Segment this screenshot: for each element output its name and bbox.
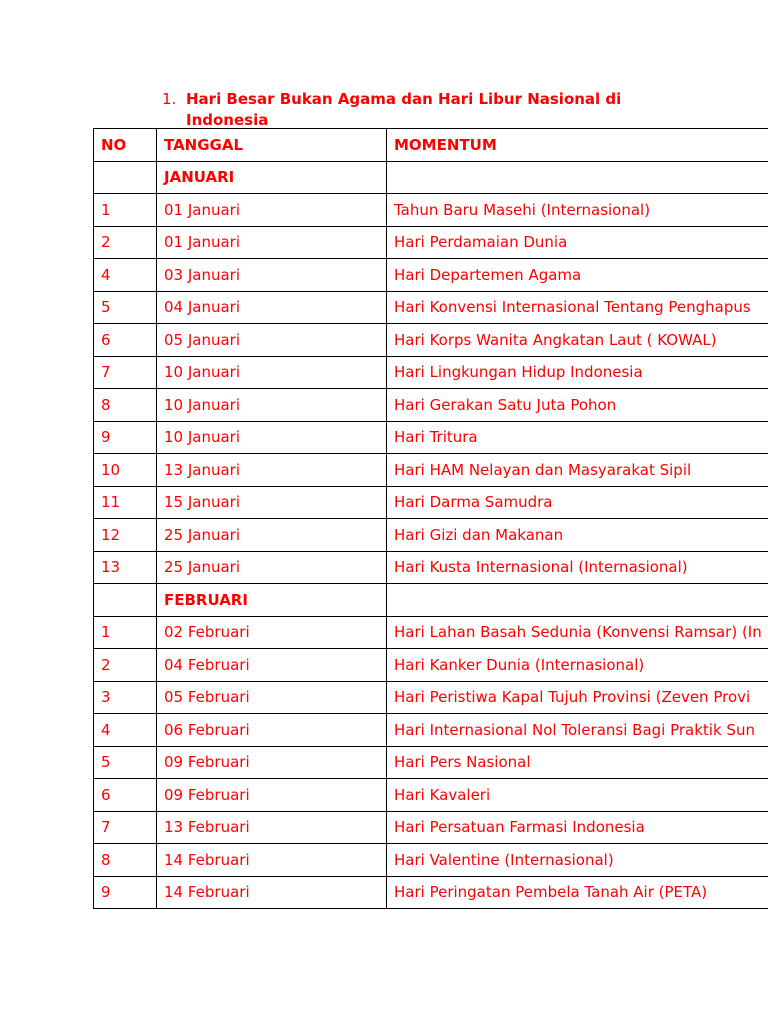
row-momentum: Hari Peringatan Pembela Tanah Air (PETA) bbox=[387, 876, 768, 909]
row-date: 05 Februari bbox=[157, 681, 387, 714]
row-number: 13 bbox=[94, 551, 157, 584]
row-date: 04 Februari bbox=[157, 649, 387, 682]
row-date: 15 Januari bbox=[157, 486, 387, 519]
row-momentum: Hari Peristiwa Kapal Tujuh Provinsi (Zeven Provi bbox=[387, 681, 768, 714]
row-momentum: Hari Valentine (Internasional) bbox=[387, 844, 768, 877]
row-momentum: Hari Persatuan Farmasi Indonesia bbox=[387, 811, 768, 844]
row-date: 01 Januari bbox=[157, 194, 387, 227]
table-row bbox=[94, 421, 768, 454]
row-momentum: Hari Gerakan Satu Juta Pohon bbox=[387, 389, 768, 422]
header-tanggal: TANGGAL bbox=[157, 129, 387, 162]
table-row bbox=[94, 454, 768, 487]
row-date: 09 Februari bbox=[157, 746, 387, 779]
table-row bbox=[94, 551, 768, 584]
table-row bbox=[94, 259, 768, 292]
row-number: 7 bbox=[94, 811, 157, 844]
table-body bbox=[94, 129, 768, 909]
row-number: 1 bbox=[94, 194, 157, 227]
row-momentum: Hari Darma Samudra bbox=[387, 486, 768, 519]
row-number: 4 bbox=[94, 714, 157, 747]
table-row bbox=[94, 714, 768, 747]
table-row bbox=[94, 681, 768, 714]
row-number: 8 bbox=[94, 389, 157, 422]
table-row bbox=[94, 389, 768, 422]
month-no-cell bbox=[94, 161, 157, 194]
header-no: NO bbox=[94, 129, 157, 162]
row-momentum: Hari Lahan Basah Sedunia (Konvensi Ramsar) (In bbox=[387, 616, 768, 649]
month-row bbox=[94, 584, 768, 617]
table-row bbox=[94, 779, 768, 812]
row-number: 12 bbox=[94, 519, 157, 552]
row-momentum: Hari Perdamaian Dunia bbox=[387, 226, 768, 259]
month-momentum-cell bbox=[387, 584, 768, 617]
table-row bbox=[94, 616, 768, 649]
row-momentum: Hari HAM Nelayan dan Masyarakat Sipil bbox=[387, 454, 768, 487]
row-momentum: Hari Departemen Agama bbox=[387, 259, 768, 292]
row-momentum: Hari Lingkungan Hidup Indonesia bbox=[387, 356, 768, 389]
row-number: 6 bbox=[94, 779, 157, 812]
table-row bbox=[94, 291, 768, 324]
row-date: 10 Januari bbox=[157, 389, 387, 422]
row-number: 5 bbox=[94, 291, 157, 324]
table-header-row bbox=[94, 129, 768, 162]
row-date: 25 Januari bbox=[157, 519, 387, 552]
row-momentum: Hari Tritura bbox=[387, 421, 768, 454]
row-number: 9 bbox=[94, 876, 157, 909]
row-momentum: Tahun Baru Masehi (Internasional) bbox=[387, 194, 768, 227]
row-date: 04 Januari bbox=[157, 291, 387, 324]
row-number: 5 bbox=[94, 746, 157, 779]
row-date: 09 Februari bbox=[157, 779, 387, 812]
header-momentum: MOMENTUM bbox=[387, 129, 768, 162]
row-date: 03 Januari bbox=[157, 259, 387, 292]
row-date: 14 Februari bbox=[157, 876, 387, 909]
row-number: 4 bbox=[94, 259, 157, 292]
row-date: 13 Februari bbox=[157, 811, 387, 844]
section-heading bbox=[162, 89, 682, 131]
row-number: 11 bbox=[94, 486, 157, 519]
row-momentum: Hari Kusta Internasional (Internasional) bbox=[387, 551, 768, 584]
row-number: 9 bbox=[94, 421, 157, 454]
row-momentum: Hari Pers Nasional bbox=[387, 746, 768, 779]
row-momentum: Hari Gizi dan Makanan bbox=[387, 519, 768, 552]
row-date: 01 Januari bbox=[157, 226, 387, 259]
row-momentum: Hari Internasional Nol Toleransi Bagi Praktik Sun bbox=[387, 714, 768, 747]
row-number: 1 bbox=[94, 616, 157, 649]
row-date: 10 Januari bbox=[157, 421, 387, 454]
table-row bbox=[94, 519, 768, 552]
month-no-cell bbox=[94, 584, 157, 617]
table-row bbox=[94, 746, 768, 779]
row-number: 7 bbox=[94, 356, 157, 389]
row-date: 05 Januari bbox=[157, 324, 387, 357]
month-label: FEBRUARI bbox=[157, 584, 387, 617]
heading-number: 1. bbox=[162, 90, 177, 108]
table-row bbox=[94, 324, 768, 357]
row-momentum: Hari Kanker Dunia (Internasional) bbox=[387, 649, 768, 682]
table-row bbox=[94, 226, 768, 259]
row-date: 25 Januari bbox=[157, 551, 387, 584]
month-momentum-cell bbox=[387, 161, 768, 194]
row-number: 2 bbox=[94, 226, 157, 259]
row-date: 14 Februari bbox=[157, 844, 387, 877]
table-row bbox=[94, 844, 768, 877]
row-momentum: Hari Kavaleri bbox=[387, 779, 768, 812]
row-date: 02 Februari bbox=[157, 616, 387, 649]
table-row bbox=[94, 876, 768, 909]
row-number: 2 bbox=[94, 649, 157, 682]
row-number: 3 bbox=[94, 681, 157, 714]
table-row bbox=[94, 649, 768, 682]
row-number: 8 bbox=[94, 844, 157, 877]
holiday-table bbox=[93, 128, 768, 909]
row-momentum: Hari Konvensi Internasional Tentang Penghapus bbox=[387, 291, 768, 324]
row-date: 10 Januari bbox=[157, 356, 387, 389]
month-row bbox=[94, 161, 768, 194]
month-label: JANUARI bbox=[157, 161, 387, 194]
table-row bbox=[94, 486, 768, 519]
table-row bbox=[94, 356, 768, 389]
row-number: 6 bbox=[94, 324, 157, 357]
row-date: 13 Januari bbox=[157, 454, 387, 487]
table-row bbox=[94, 811, 768, 844]
row-momentum: Hari Korps Wanita Angkatan Laut ( KOWAL) bbox=[387, 324, 768, 357]
heading-title: Hari Besar Bukan Agama dan Hari Libur Nasional di Indonesia bbox=[186, 90, 622, 129]
row-number: 10 bbox=[94, 454, 157, 487]
table-row bbox=[94, 194, 768, 227]
row-date: 06 Februari bbox=[157, 714, 387, 747]
